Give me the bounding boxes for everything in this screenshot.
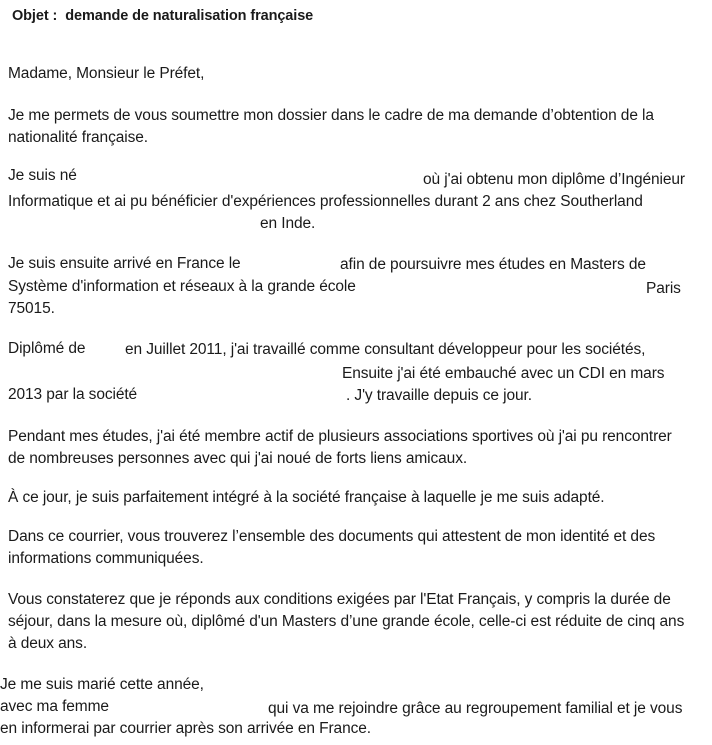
paragraph-9-line-2a: avec ma femme xyxy=(0,698,109,715)
paragraph-4-line-3a: 2013 par la société xyxy=(8,386,138,403)
subject-label: Objet : xyxy=(12,8,58,24)
paragraph-8-line-1: Vous constaterez que je réponds aux conditions exigées par l'Etat Français, y compris la durée de xyxy=(8,591,671,608)
subject-text: demande de naturalisation française xyxy=(65,8,314,24)
paragraph-5-line-1: Pendant mes études, j'ai été membre actif de plusieurs associations sportives où j'ai pu rencontrer xyxy=(8,428,672,445)
subject-line xyxy=(12,6,313,26)
paragraph-3-line-2a: Système d'information et réseaux à la grande école xyxy=(8,278,356,295)
paragraph-3-line-1b: afin de poursuivre mes études en Masters de xyxy=(340,256,646,273)
paragraph-4-line-1b: en Juillet 2011, j'ai travaillé comme consultant développeur pour les sociétés, xyxy=(125,341,646,358)
paragraph-2-line-1b: où j'ai obtenu mon diplôme d’Ingénieur xyxy=(423,171,685,188)
paragraph-8-line-3: à deux ans. xyxy=(8,635,88,652)
paragraph-2-line-1a: Je suis né xyxy=(8,167,77,184)
paragraph-1-line-2: nationalité française. xyxy=(8,129,148,146)
paragraph-3-line-3: 75015. xyxy=(8,300,55,317)
paragraph-4-line-2: Ensuite j'ai été embauché avec un CDI en mars xyxy=(342,365,665,382)
paragraph-9-line-2b: qui va me rejoindre grâce au regroupement familial et je vous xyxy=(268,700,683,717)
paragraph-6-line-1: À ce jour, je suis parfaitement intégré à la société française à laquelle je me suis adapté. xyxy=(8,489,605,506)
paragraph-4-line-1a: Diplômé de xyxy=(8,340,86,357)
paragraph-9-line-1: Je me suis marié cette année, xyxy=(0,676,204,693)
salutation: Madame, Monsieur le Préfet, xyxy=(8,65,205,82)
paragraph-1-line-1: Je me permets de vous soumettre mon dossier dans le cadre de ma demande d’obtention de la xyxy=(8,107,654,124)
paragraph-4-line-3b: . J'y travaille depuis ce jour. xyxy=(346,387,532,404)
paragraph-3-line-2b: Paris xyxy=(646,280,681,297)
paragraph-7-line-2: informations communiquées. xyxy=(8,550,204,567)
paragraph-2-line-2: Informatique et ai pu bénéficier d'expériences professionnelles durant 2 ans chez Southerland xyxy=(8,193,643,210)
paragraph-9-line-3: en informerai par courrier après son arrivée en France. xyxy=(0,720,371,737)
paragraph-8-line-2: séjour, dans la mesure où, diplômé d'un Masters d’une grande école, celle-ci est réduite de cinq ans xyxy=(8,613,685,630)
paragraph-7-line-1: Dans ce courrier, vous trouverez l’ensemble des documents qui attestent de mon identité et des xyxy=(8,528,656,545)
paragraph-2-line-3: en Inde. xyxy=(260,215,316,232)
paragraph-3-line-1a: Je suis ensuite arrivé en France le xyxy=(8,255,241,272)
paragraph-5-line-2: de nombreuses personnes avec qui j'ai noué de forts liens amicaux. xyxy=(8,450,468,467)
